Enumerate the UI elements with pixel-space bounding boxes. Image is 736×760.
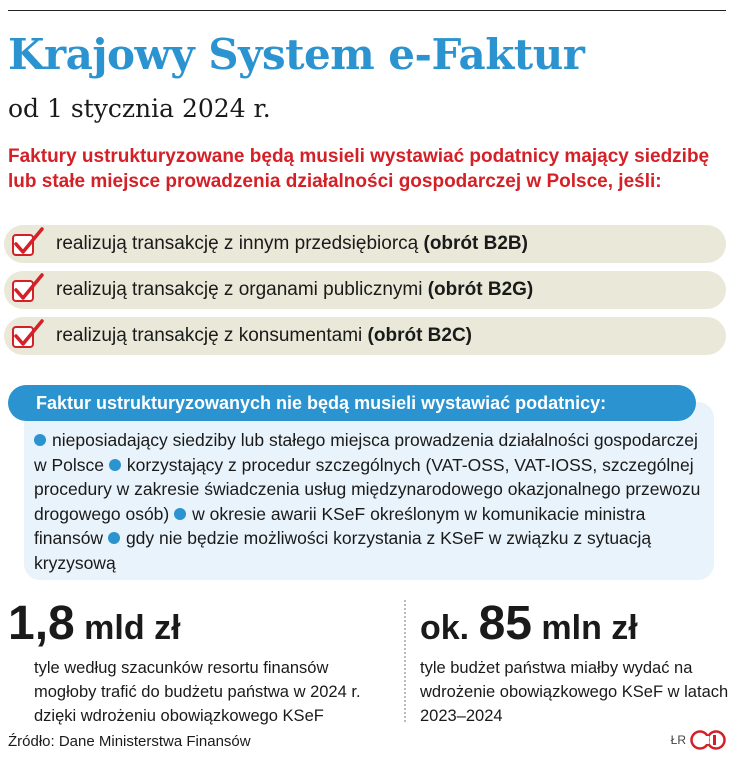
top-rule [8, 10, 726, 11]
condition-tag: (obrót B2G) [427, 279, 534, 300]
exemptions-list [34, 428, 706, 576]
condition-label: realizują transakcję z organami publicznymi (obrót B2G) [56, 279, 534, 300]
stat-revenue [8, 597, 388, 728]
exemption-item: gdy nie będzie możliwości korzystania z KSeF w związku z sytuacją kryzysową [34, 528, 652, 573]
condition-label: realizują transakcję z konsumentami (obrót B2C) [56, 325, 473, 346]
bullet-dot-icon [109, 459, 121, 471]
bullet-dot-icon [108, 532, 120, 544]
page-title: Krajowy System e-Faktur [8, 30, 585, 79]
stat-value [8, 597, 388, 652]
stat-number: 85 [478, 597, 532, 650]
condition-label: realizują transakcję z innym przedsiębiorcą (obrót B2B) [56, 233, 528, 254]
condition-tag: (obrót B2C) [367, 325, 473, 346]
exemption-item: w okresie awarii KSeF określonym w komunikacie ministra finansów [34, 503, 646, 549]
stats-divider [404, 600, 406, 722]
conditions-list [4, 225, 726, 363]
condition-item-b2b [4, 225, 726, 263]
lead-paragraph: Faktury ustrukturyzowane będą musieli wystawiać podatnicy mający siedzibę lub stałe miejsce prowadzenia działalności gospodarczej w Polsce, jeśli: [8, 146, 710, 192]
checkbox-check-icon [12, 234, 34, 256]
exemption-item: nieposiadający siedziby lub stałego miejsca prowadzenia działalności gospodarczej w Polsce [34, 430, 698, 475]
publisher-mark [671, 730, 726, 750]
condition-tag: (obrót B2B) [423, 233, 528, 254]
bullet-dot-icon [174, 508, 186, 520]
exemption-item: korzystający z procedur szczególnych (VAT-OSS, VAT-IOSS, szczególnej procedury w zakresie świadczenia usług międzynarodowego okazjonalnego przewozu drogowego osób) [34, 454, 701, 524]
stat-cost [420, 597, 730, 728]
stat-prefix: ok. [420, 609, 479, 647]
bullet-dot-icon [34, 434, 46, 446]
stat-unit: mln zł [531, 609, 638, 647]
author-initials: ŁR [670, 733, 686, 747]
condition-item-b2c [4, 317, 726, 355]
stat-value [420, 597, 730, 652]
stat-description: tyle według szacunków resortu finansów mogłoby trafić do budżetu państwa w 2024 r. dzięki wdrożeniu obowiązkowego KSeF [34, 659, 361, 725]
condition-item-b2g [4, 271, 726, 309]
stat-number: 1,8 [8, 597, 75, 650]
page-subtitle: od 1 stycznia 2024 r. [8, 94, 271, 123]
checkbox-check-icon [12, 326, 34, 348]
stat-unit: mld zł [74, 609, 181, 647]
source-note: Źródło: Dane Ministerstwa Finansów [8, 733, 251, 750]
exemptions-heading: Faktur ustrukturyzowanych nie będą musieli wystawiać podatnicy: [8, 385, 696, 421]
checkbox-check-icon [12, 280, 34, 302]
stat-description: tyle budżet państwa miałby wydać na wdrożenie obowiązkowego KSeF w latach 2023–2024 [420, 659, 729, 725]
cp-logo-icon [690, 730, 726, 750]
